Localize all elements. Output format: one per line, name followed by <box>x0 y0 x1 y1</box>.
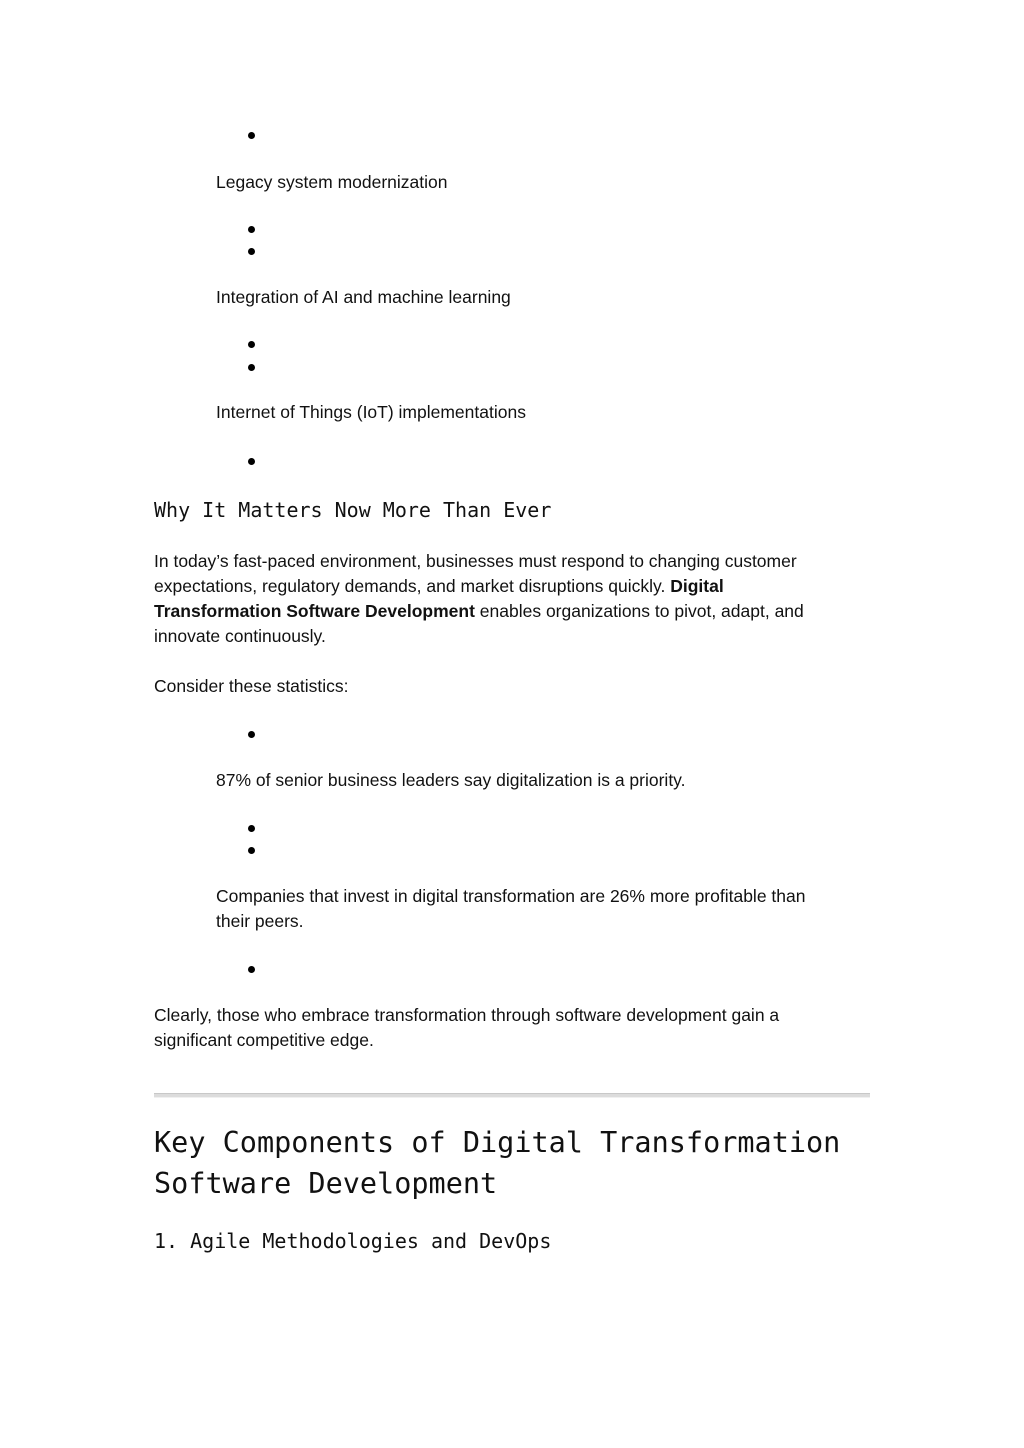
list-bullet <box>248 731 255 738</box>
list-bullet <box>248 825 255 832</box>
list-bullet <box>248 226 255 233</box>
stat-item-1: 87% of senior business leaders say digitalization is a priority. <box>216 770 686 790</box>
paragraph-line: In today’s fast-paced environment, businesses must respond to changing customer <box>154 551 797 571</box>
paragraph-line: innovate continuously. <box>154 626 326 646</box>
paragraph-line <box>154 599 804 624</box>
list-item-ai: Integration of AI and machine learning <box>216 287 511 307</box>
list-bullet <box>248 966 255 973</box>
paragraph-bold-text: Transformation Software Development <box>154 601 475 621</box>
list-bullet <box>248 132 255 139</box>
paragraph-line <box>154 574 724 599</box>
list-bullet <box>248 248 255 255</box>
section-heading-key-line: Key Components of Digital Transformation <box>154 1126 841 1159</box>
stat-item-2-line: their peers. <box>216 911 304 931</box>
conclusion-line: significant competitive edge. <box>154 1030 374 1050</box>
list-item-legacy: Legacy system modernization <box>216 172 448 192</box>
list-bullet <box>248 341 255 348</box>
horizontal-divider <box>154 1093 870 1098</box>
list-bullet <box>248 364 255 371</box>
paragraph-text: expectations, regulatory demands, and market disruptions quickly. <box>154 576 666 596</box>
paragraph-bold-text: Digital <box>670 576 724 596</box>
subheading-agile: 1. Agile Methodologies and DevOps <box>154 1229 552 1253</box>
section-heading-key-line: Software Development <box>154 1167 498 1200</box>
list-bullet <box>248 847 255 854</box>
stat-item-2-line: Companies that invest in digital transformation are 26% more profitable than <box>216 886 806 906</box>
paragraph-text: enables organizations to pivot, adapt, and <box>479 601 804 621</box>
list-item-iot: Internet of Things (IoT) implementations <box>216 402 526 422</box>
conclusion-line: Clearly, those who embrace transformation through software development gain a <box>154 1005 780 1025</box>
paragraph-consider: Consider these statistics: <box>154 676 349 696</box>
list-bullet <box>248 458 255 465</box>
section-heading-why: Why It Matters Now More Than Ever <box>154 498 552 522</box>
